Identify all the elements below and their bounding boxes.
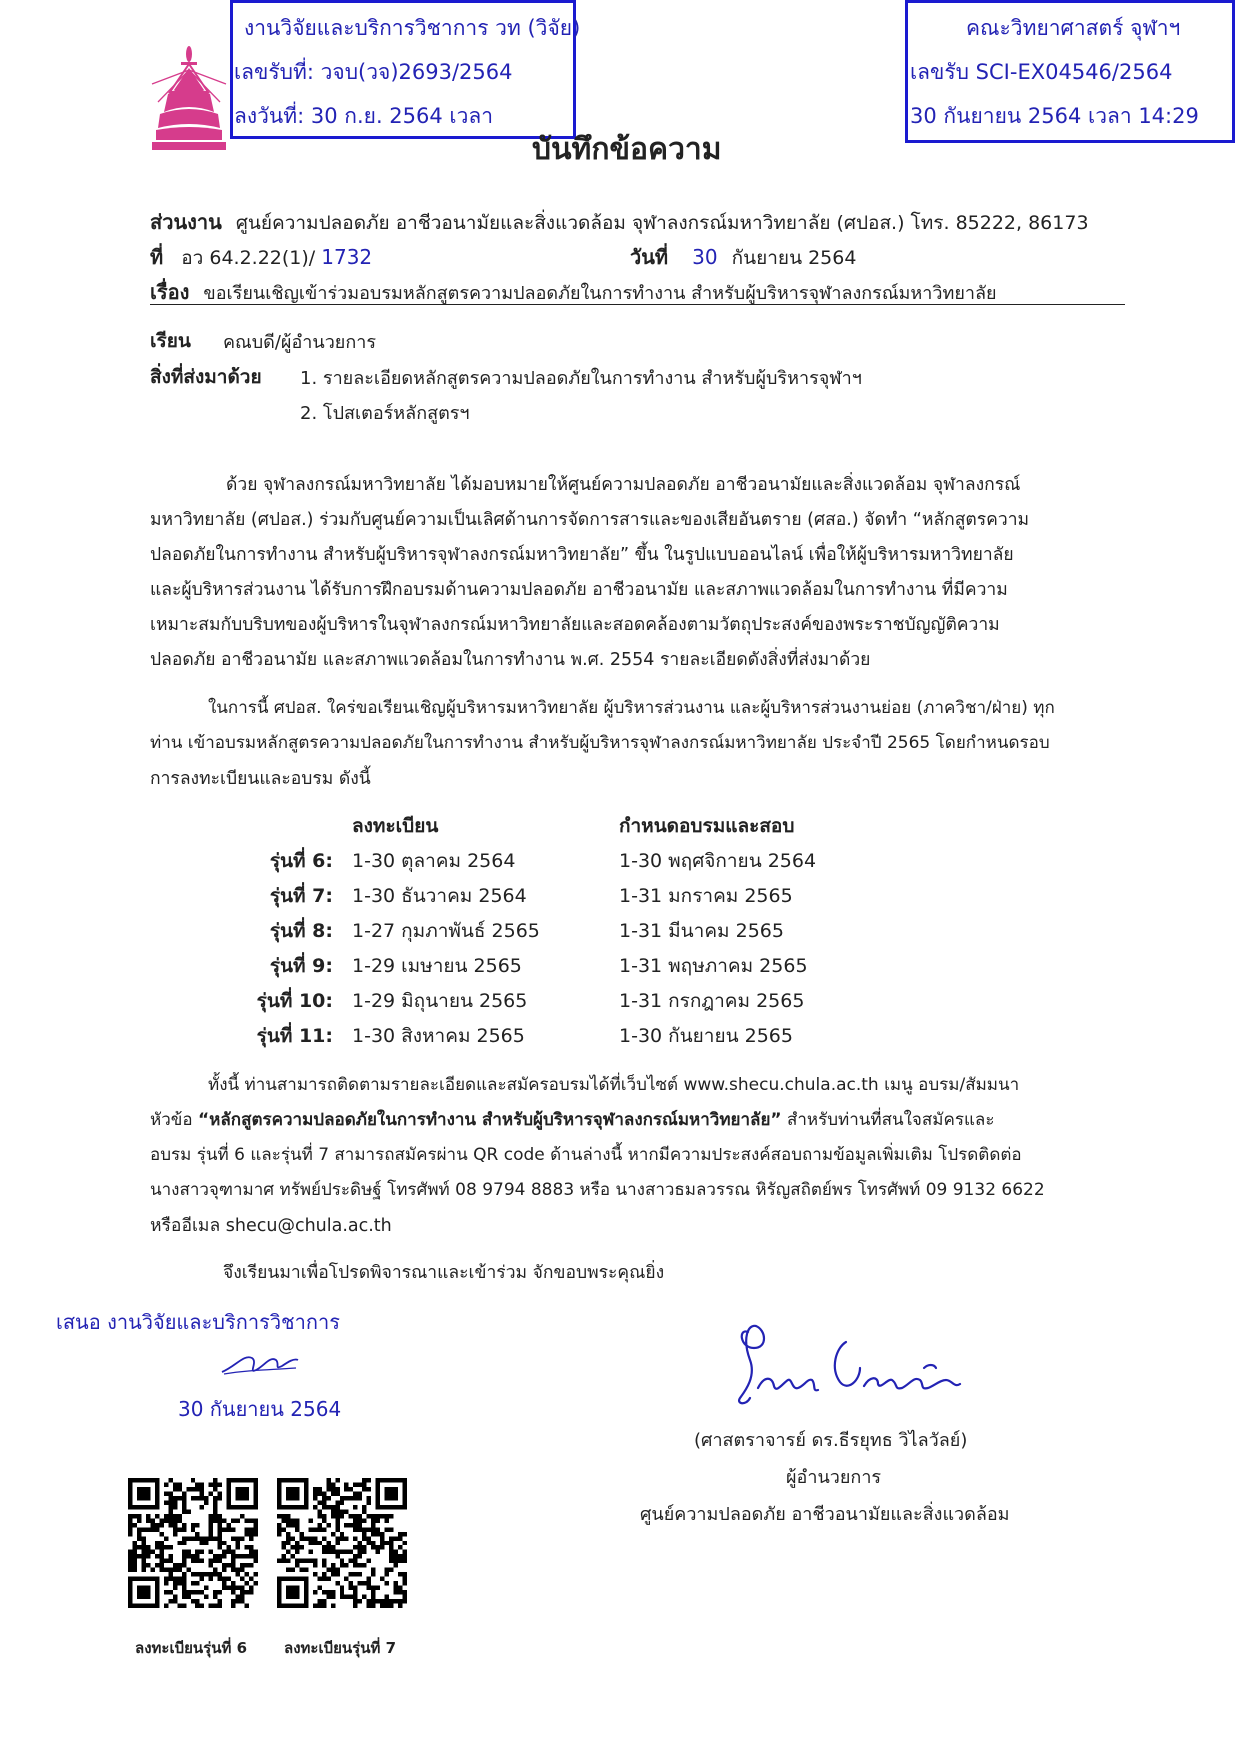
stamp-left-line3: ลงวันที่: 30 ก.ย. 2564 เวลา bbox=[234, 104, 494, 128]
schedule-batch: รุ่นที่ 10: bbox=[256, 990, 333, 1012]
schedule-register-date: 1-29 เมษายน 2565 bbox=[352, 955, 522, 977]
signatory-name: (ศาสตราจารย์ ดร.ธีรยุทธ วิไลวัลย์) bbox=[694, 1430, 968, 1451]
para2-line: การลงทะเบียนและอบรม ดังนี้ bbox=[150, 769, 371, 789]
to-label: เรียน bbox=[150, 330, 191, 352]
qr-caption-batch-7: ลงทะเบียนรุ่นที่ 7 bbox=[284, 1639, 397, 1657]
stamp-left-line2: เลขรับที่: วจบ(วจ)2693/2564 bbox=[234, 60, 513, 84]
signatory-unit: ศูนย์ความปลอดภัย อาชีวอนามัยและสิ่งแวดล้อม bbox=[640, 1504, 1010, 1525]
para3-line1: ทั้งนี้ ท่านสามารถติดตามรายละเอียดและสมัครอบรมได้ที่เว็บไซต์ www.shecu.chula.ac.th เมนู อบรม/สัมมนา bbox=[208, 1075, 1020, 1095]
closing-line: จึงเรียนมาเพื่อโปรดพิจารณาและเข้าร่วม จักขอบพระคุณยิ่ง bbox=[223, 1263, 665, 1283]
stamp-right-line3: 30 กันยายน 2564 เวลา 14:29 bbox=[910, 104, 1199, 128]
reference-number: 1732 bbox=[321, 245, 373, 269]
annotation-date: 30 กันยายน 2564 bbox=[178, 1397, 342, 1421]
subject-label: เรื่อง bbox=[150, 280, 190, 304]
annotation-forward: เสนอ งานวิจัยและบริการวิชาการ bbox=[56, 1310, 340, 1334]
date-label: วันที่ bbox=[630, 245, 669, 269]
signatory-position: ผู้อำนวยการ bbox=[786, 1467, 882, 1488]
department-label: ส่วนงาน bbox=[150, 210, 222, 234]
para1-line: เหมาะสมกับบริบทของผู้บริหารในจุฬาลงกรณ์มหาวิทยาลัยและสอดคล้องตามวัตถุประสงค์ของพระราชบัญญัติความ bbox=[150, 615, 1000, 635]
reference-row bbox=[150, 241, 372, 273]
enclosure-label: สิ่งที่ส่งมาด้วย bbox=[150, 366, 262, 388]
schedule-register-date: 1-29 มิถุนายน 2565 bbox=[352, 990, 528, 1012]
para1-line: ปลอดภัย อาชีวอนามัย และสภาพแวดล้อมในการทำงาน พ.ศ. 2554 รายละเอียดดังสิ่งที่ส่งมาด้วย bbox=[150, 650, 871, 670]
schedule-training-date: 1-31 มกราคม 2565 bbox=[619, 885, 793, 907]
schedule-training-date: 1-31 กรกฎาคม 2565 bbox=[619, 990, 805, 1012]
department-row bbox=[150, 206, 1089, 238]
stamp-right-line2: เลขรับ SCI-EX04546/2564 bbox=[910, 60, 1173, 84]
reference-label: ที่ bbox=[150, 245, 164, 269]
para1-line: ด้วย จุฬาลงกรณ์มหาวิทยาลัย ได้มอบหมายให้ศูนย์ความปลอดภัย อาชีวอนามัยและสิ่งแวดล้อม จุฬาลงกรณ์ bbox=[226, 475, 1021, 495]
reference-value: อว 64.2.22(1)/ bbox=[181, 247, 316, 269]
header-divider bbox=[150, 304, 1125, 305]
schedule-header-register: ลงทะเบียน bbox=[352, 815, 439, 837]
para3-line2-post: สำหรับท่านที่สนใจสมัครและ bbox=[781, 1110, 995, 1130]
subject-value: ขอเรียนเชิญเข้าร่วมอบรมหลักสูตรความปลอดภัยในการทำงาน สำหรับผู้บริหารจุฬาลงกรณ์มหาวิทยาลัย bbox=[203, 283, 997, 304]
schedule-batch: รุ่นที่ 8: bbox=[269, 920, 333, 942]
director-signature-icon bbox=[728, 1318, 978, 1418]
document-title: บันทึกข้อความ bbox=[532, 132, 722, 167]
schedule-training-date: 1-30 พฤศจิกายน 2564 bbox=[619, 850, 817, 872]
schedule-batch: รุ่นที่ 9: bbox=[269, 955, 333, 977]
date-row bbox=[630, 241, 856, 273]
date-month-year: กันยายน 2564 bbox=[731, 247, 857, 269]
schedule-register-date: 1-30 ตุลาคม 2564 bbox=[352, 850, 516, 872]
department-value: ศูนย์ความปลอดภัย อาชีวอนามัยและสิ่งแวดล้อม จุฬาลงกรณ์มหาวิทยาลัย (ศปอส.) โทร. 85222, 86173 bbox=[235, 212, 1089, 234]
schedule-header-training: กำหนดอบรมและสอบ bbox=[619, 815, 795, 837]
para1-line: ปลอดภัยในการทำงาน สำหรับผู้บริหารจุฬาลงกรณ์มหาวิทยาลัย” ขึ้น ในรูปแบบออนไลน์ เพื่อให้ผู้บริหารมหาวิทยาลัย bbox=[150, 545, 1014, 565]
schedule-batch: รุ่นที่ 11: bbox=[256, 1025, 333, 1047]
para2-line: ในการนี้ ศปอส. ใคร่ขอเรียนเชิญผู้บริหารมหาวิทยาลัย ผู้บริหารส่วนงาน และผู้บริหารส่วนงานย่อย (ภาควิชา/ฝ่าย) ทุก bbox=[208, 698, 1055, 718]
course-name-bold: “หลักสูตรความปลอดภัยในการทำงาน สำหรับผู้บริหารจุฬาลงกรณ์มหาวิทยาลัย” bbox=[198, 1110, 782, 1130]
schedule-register-date: 1-30 สิงหาคม 2565 bbox=[352, 1025, 525, 1047]
para3-line5: หรืออีเมล shecu@chula.ac.th bbox=[150, 1216, 392, 1236]
university-emblem-icon bbox=[148, 44, 230, 156]
schedule-training-date: 1-31 พฤษภาคม 2565 bbox=[619, 955, 808, 977]
date-day: 30 bbox=[692, 245, 718, 269]
to-value: คณบดี/ผู้อำนวยการ bbox=[223, 332, 377, 353]
schedule-register-date: 1-27 กุมภาพันธ์ 2565 bbox=[352, 920, 540, 942]
schedule-training-date: 1-31 มีนาคม 2565 bbox=[619, 920, 784, 942]
enclosure-item-1: 1. รายละเอียดหลักสูตรความปลอดภัยในการทำงาน สำหรับผู้บริหารจุฬาฯ bbox=[300, 368, 862, 389]
para2-line: ท่าน เข้าอบรมหลักสูตรความปลอดภัยในการทำงาน สำหรับผู้บริหารจุฬาลงกรณ์มหาวิทยาลัย ประจำปี 2565 โดยกำหนดรอบ bbox=[150, 733, 1050, 753]
para3-line2 bbox=[150, 1106, 994, 1133]
para3-line3: อบรม รุ่นที่ 6 และรุ่นที่ 7 สามารถสมัครผ่าน QR code ด้านล่างนี้ หากมีความประสงค์สอบถามข้อมูลเพิ่มเติม โปรดติดต่อ bbox=[150, 1145, 1022, 1165]
para3-line2-pre: หัวข้อ bbox=[150, 1110, 198, 1130]
schedule-batch: รุ่นที่ 6: bbox=[269, 850, 333, 872]
schedule-training-date: 1-30 กันยายน 2565 bbox=[619, 1025, 793, 1047]
qr-code-batch-7-icon[interactable] bbox=[277, 1478, 407, 1608]
initials-signature-icon bbox=[218, 1344, 302, 1380]
stamp-left-line1: งานวิจัยและบริการวิชาการ วท (วิจัย) bbox=[244, 16, 581, 40]
para1-line: มหาวิทยาลัย (ศปอส.) ร่วมกับศูนย์ความเป็นเลิศด้านการจัดการสารและของเสียอันตราย (ศสอ.) จัดทำ “หลักสูตรความ bbox=[150, 510, 1030, 530]
stamp-right-line1: คณะวิทยาศาสตร์ จุฬาฯ bbox=[966, 16, 1181, 40]
qr-caption-batch-6: ลงทะเบียนรุ่นที่ 6 bbox=[135, 1639, 248, 1657]
qr-code-batch-6-icon[interactable] bbox=[128, 1478, 258, 1608]
para3-line4: นางสาวจุฑามาศ ทรัพย์ประดิษฐ์ โทรศัพท์ 08 9794 8883 หรือ นางสาวธมลวรรณ หิรัญสถิตย์พร โทรศัพท์ 09 9132 6622 bbox=[150, 1180, 1045, 1200]
enclosure-item-2: 2. โปสเตอร์หลักสูตรฯ bbox=[300, 403, 470, 424]
schedule-register-date: 1-30 ธันวาคม 2564 bbox=[352, 885, 527, 907]
schedule-batch: รุ่นที่ 7: bbox=[269, 885, 333, 907]
para1-line: และผู้บริหารส่วนงาน ได้รับการฝึกอบรมด้านความปลอดภัย อาชีวอนามัย และสภาพแวดล้อมในการทำงาน ที่มีความ bbox=[150, 580, 1008, 600]
